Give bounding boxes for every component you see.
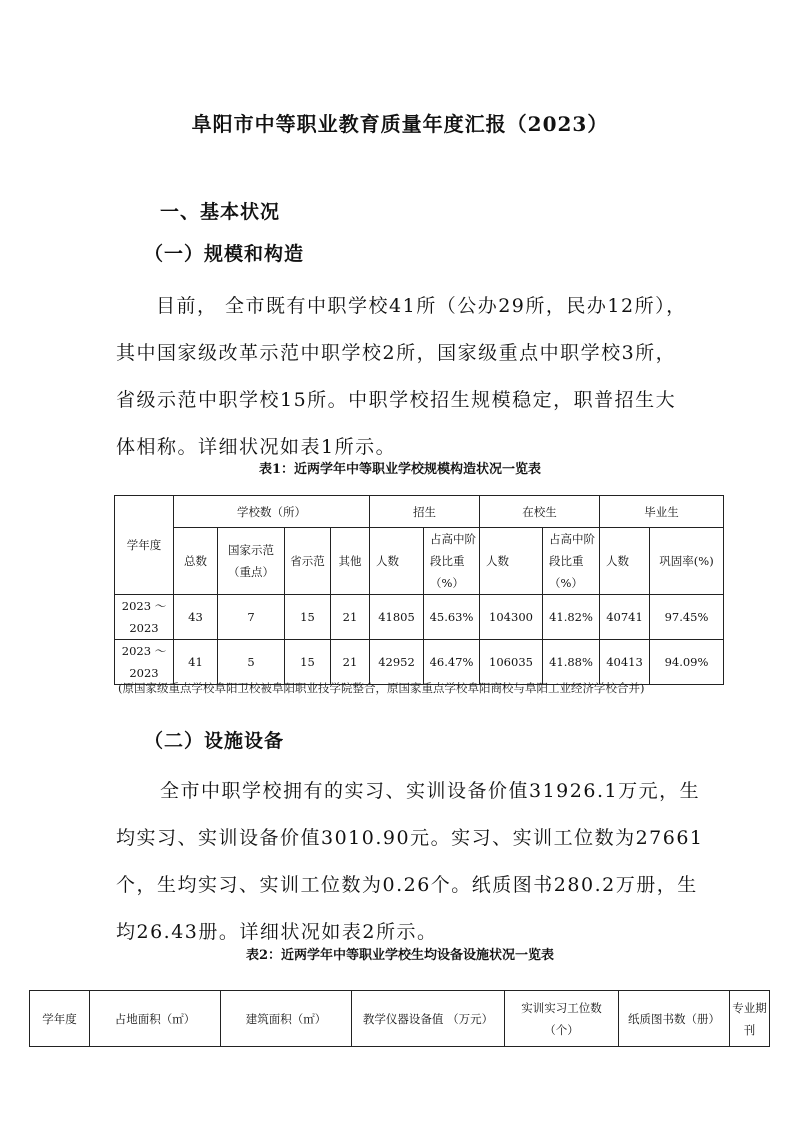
cell-enroll-ratio: 46.47% (424, 640, 480, 685)
header-people-grad: 人数 (600, 528, 650, 595)
header-journals: 专业期刊 (730, 991, 770, 1047)
header-total: 总数 (174, 528, 218, 595)
cell-total: 43 (174, 595, 218, 640)
header-land-area: 占地面积（㎡） (90, 991, 221, 1047)
cell-year: 2023 ～ 2023 (115, 595, 174, 640)
cell-instudy-people: 106035 (480, 640, 543, 685)
cell-enroll-ratio: 45.63% (424, 595, 480, 640)
header-books: 纸质图书数（册） (619, 991, 730, 1047)
cell-instudy-people: 104300 (480, 595, 543, 640)
cell-grad-people: 40413 (600, 640, 650, 685)
cell-year: 2023 ～ 2023 (115, 640, 174, 685)
cell-national: 7 (218, 595, 285, 640)
header-training-stations: 实训实习工位数（个） (505, 991, 619, 1047)
header-people-enroll: 人数 (370, 528, 424, 595)
table-row (115, 595, 724, 640)
paragraph-scale: 目前， 全市既有中职学校41所（公办29所，民办12所），其中国家级改革示范中职学校2所，国家级重点中职学校3所，省级示范中职学校15所。中职学校招生规模稳定，职普招生大体相称。详细状况如表1所示。 (116, 295, 687, 458)
cell-province: 15 (285, 640, 331, 685)
table-facilities (29, 990, 770, 1047)
header-national: 国家示范（重点） (218, 528, 285, 595)
header-in-school: 在校生 (480, 496, 600, 528)
cell-other: 21 (331, 595, 370, 640)
header-ratio-instudy: 占高中阶段比重（%） (543, 528, 600, 595)
header-equipment-value: 教学仪器设备值 （万元） (352, 991, 505, 1047)
cell-other: 21 (331, 640, 370, 685)
cell-grad-people: 40741 (600, 595, 650, 640)
header-year: 学年度 (30, 991, 90, 1047)
header-people-instudy: 人数 (480, 528, 543, 595)
header-building-area: 建筑面积（㎡） (221, 991, 352, 1047)
table-row (115, 640, 724, 685)
subsection-heading-facilities: （二）设施设备 (144, 730, 285, 752)
cell-instudy-ratio: 41.88% (543, 640, 600, 685)
header-province: 省示范 (285, 528, 331, 595)
header-other: 其他 (331, 528, 370, 595)
header-retention-rate: 巩固率(%) (650, 528, 724, 595)
cell-enroll-people: 41805 (370, 595, 424, 640)
header-ratio-enroll: 占高中阶段比重（%） (424, 528, 480, 595)
table2-caption: 表2：近两学年中等职业学校生均设备设施状况一览表 (245, 948, 555, 963)
cell-province: 15 (285, 595, 331, 640)
page-title: 阜阳市中等职业教育质量年度汇报（2023） (191, 112, 609, 136)
cell-retention: 94.09% (650, 640, 724, 685)
subsection-heading-scale: （一）规模和构造 (144, 243, 305, 265)
cell-total: 41 (174, 640, 218, 685)
header-enrollment: 招生 (370, 496, 480, 528)
table1-note: (原国家级重点学校阜阳卫校被阜阳职业技学院整合，原国家重点学校阜阳商校与阜阳工业经济学校合并) (118, 681, 645, 695)
section-heading-basic: 一、基本状况 (160, 201, 281, 223)
header-year: 学年度 (115, 496, 174, 595)
cell-enroll-people: 42952 (370, 640, 424, 685)
cell-retention: 97.45% (650, 595, 724, 640)
header-graduates: 毕业生 (600, 496, 724, 528)
cell-national: 5 (218, 640, 285, 685)
table-scale-structure (114, 495, 724, 685)
paragraph-facilities: 全市中职学校拥有的实习、实训设备价值31926.1万元，生均实习、实训设备价值3010.90元。实习、实训工位数为27661个，生均实习、实训工位数为0.26个。纸质图书280.2万册，生均26.43册。详细状况如表2所示。 (116, 780, 704, 943)
header-schools: 学校数（所） (174, 496, 370, 528)
cell-instudy-ratio: 41.82% (543, 595, 600, 640)
table1-caption: 表1：近两学年中等职业学校规模构造状况一览表 (258, 462, 542, 477)
